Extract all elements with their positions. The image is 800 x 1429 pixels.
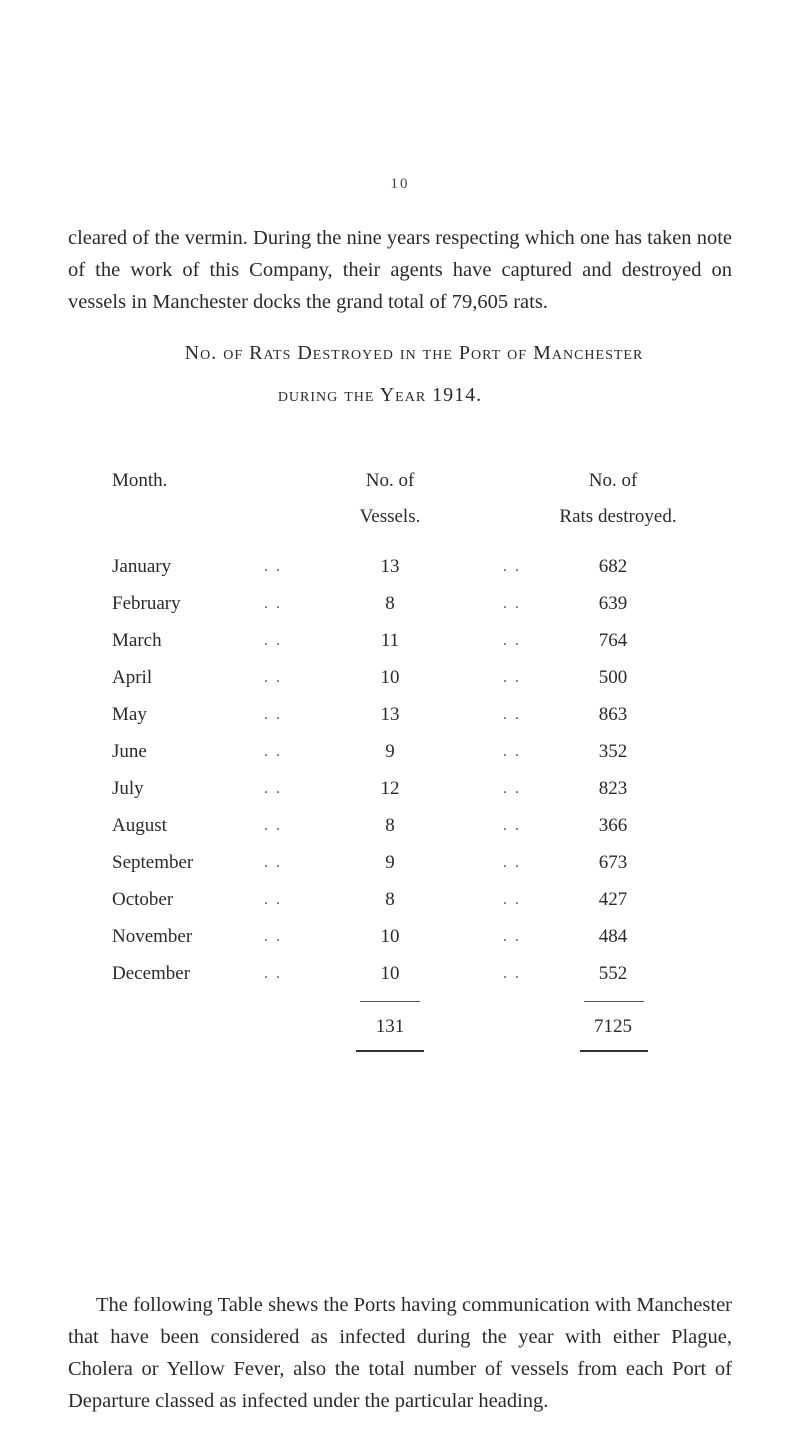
leader-dots: . . xyxy=(264,706,282,723)
table-cell-rats: 484 xyxy=(598,926,628,947)
table-cell-rats: 682 xyxy=(598,556,628,577)
table-cell-vessels: 13 xyxy=(380,704,400,725)
table-cell-rats: 427 xyxy=(598,889,628,910)
leader-dots: . . xyxy=(503,595,521,612)
table-cell-month: June xyxy=(112,741,147,762)
table-cell-rats: 352 xyxy=(598,741,628,762)
table-cell-rats: 552 xyxy=(598,963,628,984)
table-cell-vessels: 8 xyxy=(385,815,395,836)
subtotal-rule-rats xyxy=(584,1001,644,1002)
leader-dots: . . xyxy=(503,558,521,575)
table-cell-month: March xyxy=(112,630,162,651)
subtotal-rule-vessels xyxy=(360,1001,420,1002)
leader-dots: . . xyxy=(264,928,282,945)
table-title-line1: No. of Rats Destroyed in the Port of Manchester xyxy=(184,342,644,364)
column-header-rats-line1: No. of xyxy=(588,470,638,491)
table-cell-month: October xyxy=(112,889,174,910)
column-header-vessels-line2: Vessels. xyxy=(359,506,421,527)
leader-dots: . . xyxy=(503,669,521,686)
table-cell-vessels: 10 xyxy=(380,926,400,947)
table-cell-rats: 673 xyxy=(598,852,628,873)
leader-dots: . . xyxy=(264,595,282,612)
leader-dots: . . xyxy=(503,817,521,834)
leader-dots: . . xyxy=(264,780,282,797)
table-cell-rats: 863 xyxy=(598,704,628,725)
leader-dots: . . xyxy=(503,743,521,760)
total-vessels: 131 xyxy=(375,1016,405,1037)
table-cell-month: January xyxy=(112,556,172,577)
table-cell-vessels: 11 xyxy=(380,630,400,651)
column-header-rats-line2: Rats destroyed. xyxy=(559,506,677,527)
leader-dots: . . xyxy=(264,965,282,982)
table-cell-rats: 639 xyxy=(598,593,628,614)
leader-dots: . . xyxy=(264,558,282,575)
table-cell-vessels: 8 xyxy=(385,593,395,614)
leader-dots: . . xyxy=(503,632,521,649)
table-cell-vessels: 13 xyxy=(380,556,400,577)
table-cell-month: September xyxy=(112,852,194,873)
table-cell-vessels: 10 xyxy=(380,667,400,688)
table-cell-vessels: 9 xyxy=(385,852,395,873)
column-header-vessels-line1: No. of xyxy=(365,470,415,491)
intro-paragraph: cleared of the vermin. During the nine years respecting which one has taken note of the work of this Company, their agents have captured and destroyed on vessels in Manchester docks the grand total of 79,605 rats. xyxy=(68,227,732,313)
leader-dots: . . xyxy=(503,780,521,797)
column-header-month: Month. xyxy=(112,470,168,491)
leader-dots: . . xyxy=(503,854,521,871)
table-cell-month: February xyxy=(112,593,181,614)
total-rats: 7125 xyxy=(594,1016,632,1037)
table-cell-rats: 500 xyxy=(598,667,628,688)
table-cell-month: November xyxy=(112,926,193,947)
table-cell-month: December xyxy=(112,963,191,984)
leader-dots: . . xyxy=(264,891,282,908)
table-cell-rats: 366 xyxy=(598,815,628,836)
page-number: 10 xyxy=(390,176,410,192)
table-cell-month: April xyxy=(112,667,153,688)
leader-dots: . . xyxy=(503,928,521,945)
leader-dots: . . xyxy=(503,891,521,908)
total-rule-vessels xyxy=(356,1050,424,1052)
closing-paragraph: The following Table shews the Ports having communication with Manchester that have been considered as infected during the year with either Plague, Cholera or Yellow Fever, also the total number of vessels from each Port of Departure classed as infected under the particular heading. xyxy=(68,1294,732,1412)
leader-dots: . . xyxy=(264,743,282,760)
leader-dots: . . xyxy=(264,817,282,834)
total-rule-rats xyxy=(580,1050,648,1052)
leader-dots: . . xyxy=(503,965,521,982)
table-cell-month: August xyxy=(112,815,167,836)
leader-dots: . . xyxy=(264,669,282,686)
table-cell-month: May xyxy=(112,704,147,725)
table-title-line2: during the Year 1914. xyxy=(277,384,483,406)
table-cell-vessels: 9 xyxy=(385,741,395,762)
table-cell-rats: 764 xyxy=(598,630,628,651)
leader-dots: . . xyxy=(264,854,282,871)
table-cell-vessels: 10 xyxy=(380,963,400,984)
table-cell-vessels: 8 xyxy=(385,889,395,910)
leader-dots: . . xyxy=(264,632,282,649)
table-cell-month: July xyxy=(112,778,144,799)
table-cell-rats: 823 xyxy=(598,778,628,799)
leader-dots: . . xyxy=(503,706,521,723)
table-cell-vessels: 12 xyxy=(380,778,400,799)
